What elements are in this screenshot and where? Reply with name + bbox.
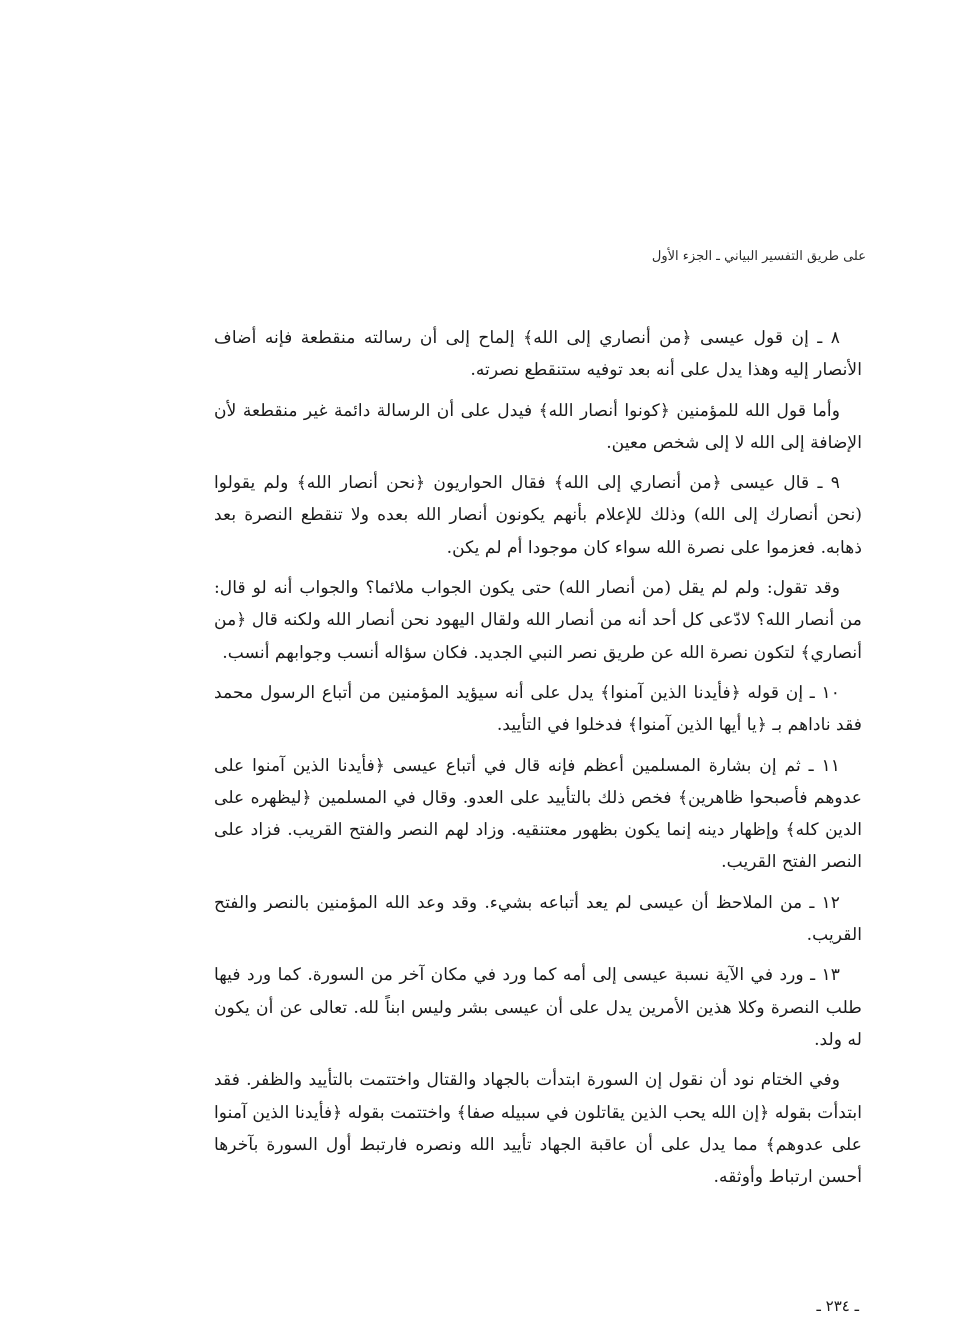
body-text: [214, 322, 862, 1201]
paragraph: ٨ ـ إن قول عيسى ﴿من أنصاري إلى الله﴾ إلماح إلى أن رسالته منقطعة فإنه أضاف الأنصار إليه وهذا يدل على أنه بعد توفيه ستنقطع نصرته.: [214, 328, 862, 381]
page-number: ـ ٢٣٤ ـ: [816, 1297, 859, 1315]
paragraph: ٩ ـ قال عيسى ﴿من أنصاري إلى الله﴾ فقال الحواريون ﴿نحن أنصار الله﴾ ولم يقولوا (نحن أنصارك إلى الله) وذلك للإعلام بأنهم يكونون أنصار الله بعده ولا تنقطع النصرة بعد ذهابه. فعزموا على نصرة الله سواء كان موجودا أم لم يكن.: [214, 473, 862, 558]
paragraph: ١١ ـ ثم إن بشارة المسلمين أعظم فإنه قال في أتباع عيسى ﴿فأيدنا الذين آمنوا على عدوهم فأصبحوا ظاهرين﴾ فخص ذلك بالتأييد على العدو. وقال في المسلمين ﴿ليظهره على الدين كله﴾ وإظهار دينه إنما يكون بظهور معتنقيه. وزاد لهم النصر والفتح القريب. فزاد على النصر الفتح القريب.: [214, 755, 862, 873]
paragraph: وقد تقول: ولم لم يقل (من أنصار الله) حتى يكون الجواب ملائما؟ والجواب أنه لو قال: من أنصار الله؟ لادّعى كل أحد أنه من أنصار الله ولقال اليهود نحن أنصار الله ولكنه قال ﴿من أنصاري﴾ لتكون نصرة الله عن طريق نصر النبي الجديد. فكان سؤاله أنسب وجوابهم أنسب.: [214, 578, 862, 663]
paragraph: وفي الختام نود أن نقول إن السورة ابتدأت بالجهاد والقتال واختتمت بالتأييد والظفر. فقد ابتدأت بقوله ﴿إن الله يحب الذين يقاتلون في سبيله صفا﴾ واختتمت بقوله ﴿فأيدنا الذين آمنوا على عدوهم﴾ مما يدل على أن عاقبة الجهاد تأييد الله ونصره فارتبط أول السورة بآخرها أحسن ارتباط وأوثقه.: [214, 1070, 862, 1188]
paragraph: ١٠ ـ إن قوله ﴿فأيدنا الذين آمنوا﴾ يدل على أنه سيؤيد المؤمنين من أتباع الرسول محمد فقد ناداهم بـ ﴿يا أيها الذين آمنوا﴾ فدخلوا في التأييد.: [214, 682, 862, 736]
running-header: على طريق التفسير البياني ـ الجزء الأول: [651, 249, 866, 264]
paragraph: وأما قول الله للمؤمنين ﴿كونوا أنصار الله﴾ فيدل على أن الرسالة دائمة غير منقطعة لأن الإضافة إلى الله لا إلى شخص معين.: [214, 400, 862, 453]
paragraph: ١٢ ـ من الملاحظ أن عيسى لم يعد أتباعه بشيء. وقد وعد الله المؤمنين بالنصر والفتح القريب.: [214, 892, 862, 946]
paragraph: ١٣ ـ ورد في الآية نسبة عيسى إلى أمه كما ورد في مكان آخر من السورة. كما ورد فيها طلب النصرة وكلا هذين الأمرين يدل على أن عيسى بشر وليس ابناً لله. تعالى عن أن يكون له ولد.: [214, 965, 862, 1050]
